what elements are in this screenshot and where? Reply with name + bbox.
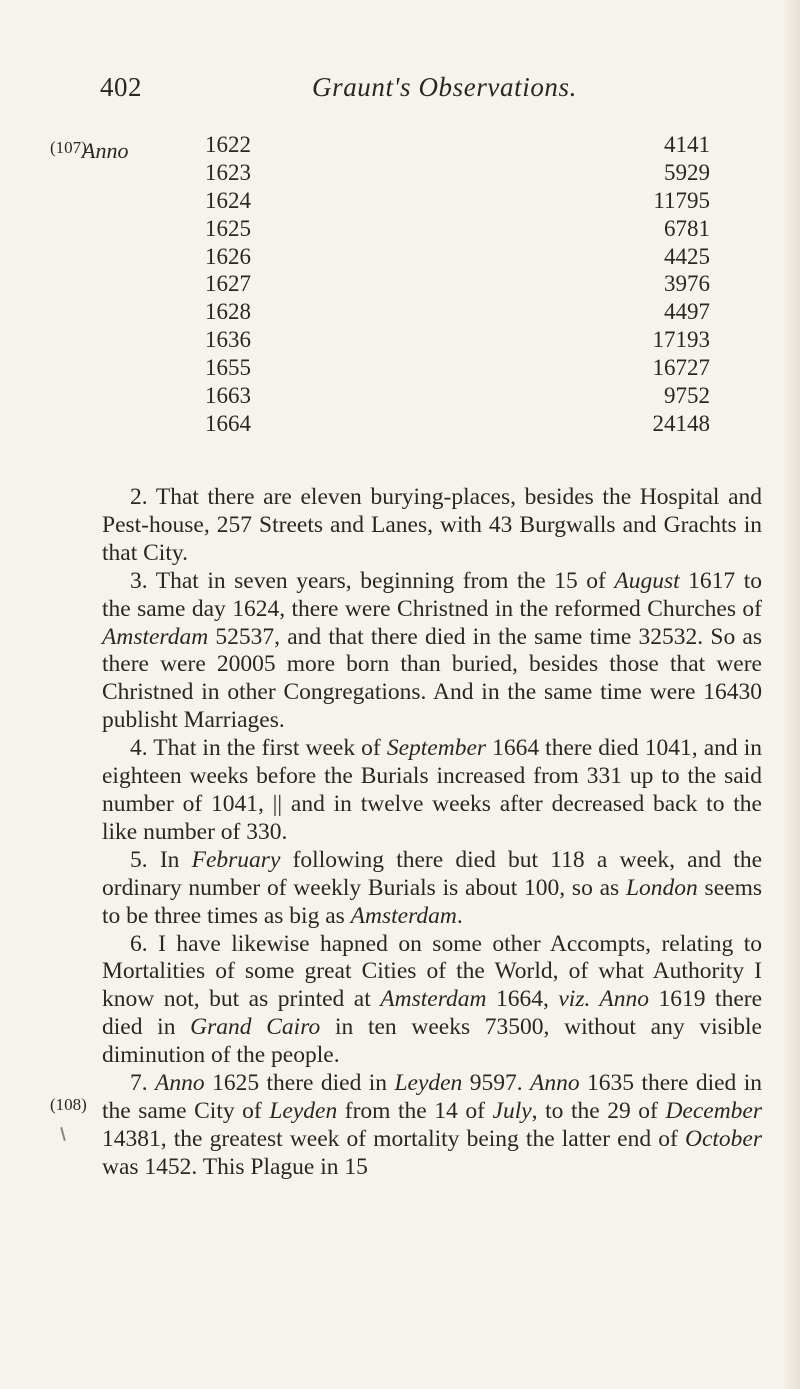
table-row <box>0 271 800 299</box>
text-run: following there died but 118 a week, and the ordinary number of weekly Burials is about 100, so as <box>102 846 763 901</box>
text-run: 1619 there died in <box>102 986 763 1041</box>
text-run: 1617 to the same day 1624, there were Christned in the reformed Churches of <box>102 567 762 622</box>
text-run: seems to be three times as big as <box>102 874 762 929</box>
year-cell: 1623 <box>205 159 251 185</box>
italic-run: viz. Anno <box>558 986 650 1013</box>
text-run: 1664, <box>486 986 559 1013</box>
italic-run: December <box>665 1097 762 1124</box>
text-run: 52537, and that there died in the same time 32532. So as there were 20005 more born than buried, besides those that were Christned in other Congregations. And in the same time were 16430 publisht Marriages. <box>102 623 762 734</box>
paragraph-3 <box>102 568 762 735</box>
italic-run: February <box>191 846 281 873</box>
count-cell: 4497 <box>664 299 710 325</box>
page-number: 402 <box>100 72 142 102</box>
count-cell: 6781 <box>664 215 710 241</box>
text-run: 7. <box>130 1070 156 1097</box>
table-row <box>0 327 800 355</box>
paragraph-2: 2. That there are eleven burying-places, besides the Hospital and Pest-house, 257 Streets and Lanes, with 43 Burgwalls and Grachts in that City. <box>102 484 762 566</box>
table-row <box>0 299 800 327</box>
year-cell: 1622 <box>205 132 251 157</box>
count-cell: 16727 <box>652 355 710 381</box>
italic-run: Anno <box>530 1070 580 1097</box>
table-row <box>0 244 800 272</box>
text-run: 4. That in the first week of <box>130 735 387 762</box>
margin-tick-mark <box>60 1127 66 1141</box>
text-run: 3. That in seven years, beginning from the 15 of <box>130 567 615 594</box>
page-header <box>0 72 800 112</box>
italic-run: Amsterdam <box>350 902 457 929</box>
table-row <box>0 383 800 411</box>
count-cell: 3976 <box>664 271 710 297</box>
italic-run: Grand Cairo <box>190 1014 321 1041</box>
table-row <box>0 132 800 160</box>
italic-run: August <box>614 567 680 594</box>
count-cell: 11795 <box>653 187 710 213</box>
text-run: was 1452. This Plague in 15 <box>102 1153 368 1180</box>
italic-run: Amsterdam <box>380 986 487 1013</box>
count-cell: 9752 <box>664 383 710 409</box>
year-cell: 1626 <box>205 243 251 269</box>
year-cell: 1627 <box>205 271 251 297</box>
year-cell: 1664 <box>205 410 251 436</box>
italic-run: Amsterdam <box>102 623 209 650</box>
table-row <box>0 216 800 244</box>
paragraph-4 <box>102 735 762 847</box>
text-run: 1635 there died in the same City of <box>102 1070 762 1124</box>
text-run: 1625 there died in <box>204 1070 395 1097</box>
text-run: . <box>456 902 463 929</box>
year-cell: 1624 <box>205 187 251 213</box>
text-run: 5. In <box>130 846 192 873</box>
year-cell: 1663 <box>205 383 251 409</box>
year-cell: 1636 <box>205 327 251 353</box>
table-row <box>0 411 800 439</box>
count-cell: 4425 <box>664 243 710 269</box>
table-row <box>0 355 800 383</box>
italic-run: London <box>625 874 698 901</box>
italic-run: Anno <box>155 1070 205 1097</box>
italic-run: Leyden <box>269 1097 338 1124</box>
year-cell: 1655 <box>205 355 251 381</box>
paragraph-5 <box>102 847 762 931</box>
count-cell: 4141 <box>664 132 710 157</box>
count-cell: 24148 <box>652 410 710 436</box>
count-cell: 5929 <box>664 159 710 185</box>
italic-run: Leyden <box>394 1070 463 1097</box>
year-cell: 1628 <box>205 299 251 325</box>
italic-run: October <box>684 1125 762 1152</box>
margin-note-108: (108) <box>50 1095 87 1114</box>
page-edge-shadow <box>782 0 800 1389</box>
text-run: 9597. <box>462 1070 531 1097</box>
table-row <box>0 188 800 216</box>
paragraph-6 <box>102 931 762 1071</box>
text-run: in ten weeks 73500, without any visible diminution of the people. <box>102 1014 762 1069</box>
text-run: from the 14 of <box>337 1097 493 1124</box>
year-cell: 1625 <box>205 215 251 241</box>
text-run: , to the 29 of <box>531 1097 666 1124</box>
margin-note-107: (107) <box>50 138 87 157</box>
paragraph-7 <box>102 1070 762 1182</box>
body-text <box>102 484 762 1182</box>
year-burials-table <box>0 132 800 439</box>
text-run: 14381, the greatest week of mortality being the latter end of <box>102 1125 685 1152</box>
text-run: 6. I have likewise hapned on some other Accompts, relating to Mortalities of some great Cities of the World, of what Authority I know not, but as printed at <box>102 930 762 1013</box>
italic-run: September <box>386 735 487 762</box>
table-anno-label: Anno <box>82 138 129 163</box>
running-title: Graunt's Observations. <box>312 72 577 102</box>
text-run: 1664 there died 1041, and in eighteen weeks before the Burials increased from 331 up to the said number of 1041, || and in twelve weeks after decreased back to the like number of 330. <box>102 735 763 845</box>
italic-run: July <box>492 1097 532 1124</box>
count-cell: 17193 <box>652 327 710 353</box>
table-row <box>0 160 800 188</box>
